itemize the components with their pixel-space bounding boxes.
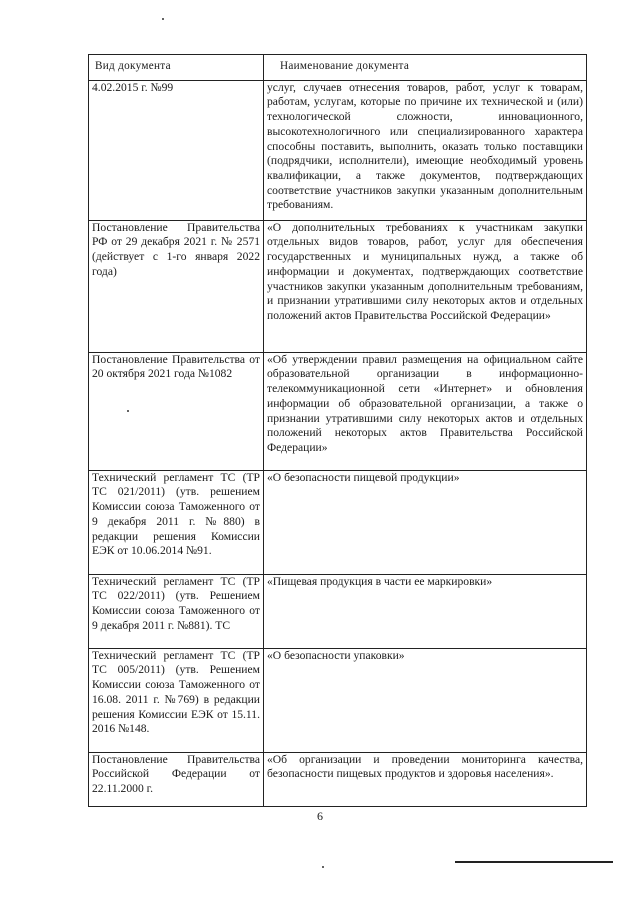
table-row [89, 752, 587, 806]
document-type-cell: Технический регламент ТС (ТР ТС 005/2011) (утв. Решением Комиссии союза Таможенного от 16.08. 2011 г. №769) в редакции решения Комиссии ЕЭК от 15.11. 2016 №148. [89, 648, 264, 752]
header-document-name: Наименование документа [264, 55, 587, 81]
table-row [89, 80, 587, 220]
document-name-cell: «О дополнительных требованиях к участникам закупки отдельных видов товаров, работ, услуг для обеспечения государственных и муниципальных нужд, а также об информации и документах, подтверждающих соответствие участников закупки указанным дополнительным требованиям, и признании утратившими силу некоторых актов и отдельных положений актов Правительства Российской Федерации» [264, 220, 587, 352]
table-row [89, 470, 587, 574]
document-name-cell: «Пищевая продукция в части ее маркировки» [264, 574, 587, 648]
document-type-cell: Технический регламент ТС (ТР ТС 022/2011) (утв. Решением Комиссии союза Таможенного от 9 декабря 2011 г. №881). ТС [89, 574, 264, 648]
table-row [89, 220, 587, 352]
document-name-cell: услуг, случаев отнесения товаров, работ, услуг к товарам, работам, услугам, которые по причине их технической и (или) технологической сложности, инновационного, высокотехнологичного или специализированного характера способны поставить, выполнить, оказать только поставщики (подрядчики, исполнители), имеющие необходимый уровень квалификации, а также документов, подтверждающих соответствие участников закупки указанным дополнительным требованиям. [264, 80, 587, 220]
scan-speck [322, 866, 324, 868]
document-type-cell: Постановление Правительства РФ от 29 декабря 2021 г. № 2571 (действует с 1-го января 2022 года) [89, 220, 264, 352]
scan-speck [162, 18, 164, 20]
table-row [89, 352, 587, 470]
documents-table [88, 54, 587, 807]
document-name-cell: «О безопасности пищевой продукции» [264, 470, 587, 574]
document-type-cell: Технический регламент ТС (ТР ТС 021/2011) (утв. решением Комиссии союза Таможенного от 9 декабря 2011 г. №880) в редакции решения Комиссии ЕЭК от 10.06.2014 №91. [89, 470, 264, 574]
table-header-row [89, 55, 587, 81]
document-type-cell: Постановление Правительства Российской Федерации от 22.11.2000 г. [89, 752, 264, 806]
document-name-cell: «Об организации и проведении мониторинга качества, безопасности пищевых продуктов и здоровья населения». [264, 752, 587, 806]
header-document-type: Вид документа [89, 55, 264, 81]
document-name-cell: «О безопасности упаковки» [264, 648, 587, 752]
table-row [89, 574, 587, 648]
page-number: 6 [317, 809, 323, 823]
scan-edge-line [455, 861, 613, 863]
document-type-cell: 4.02.2015 г. №99 [89, 80, 264, 220]
document-name-cell: «Об утверждении правил размещения на официальном сайте образовательной организации в информационно-телекоммуникационной сети «Интернет» и обновления информации об образовательной организации, а также о признании утратившими силу некоторых актов и отдельных положений некоторых актов Правительства Российской Федерации» [264, 352, 587, 470]
document-type-cell: Постановление Правительства от 20 октября 2021 года №1082 [89, 352, 264, 470]
table-row [89, 648, 587, 752]
